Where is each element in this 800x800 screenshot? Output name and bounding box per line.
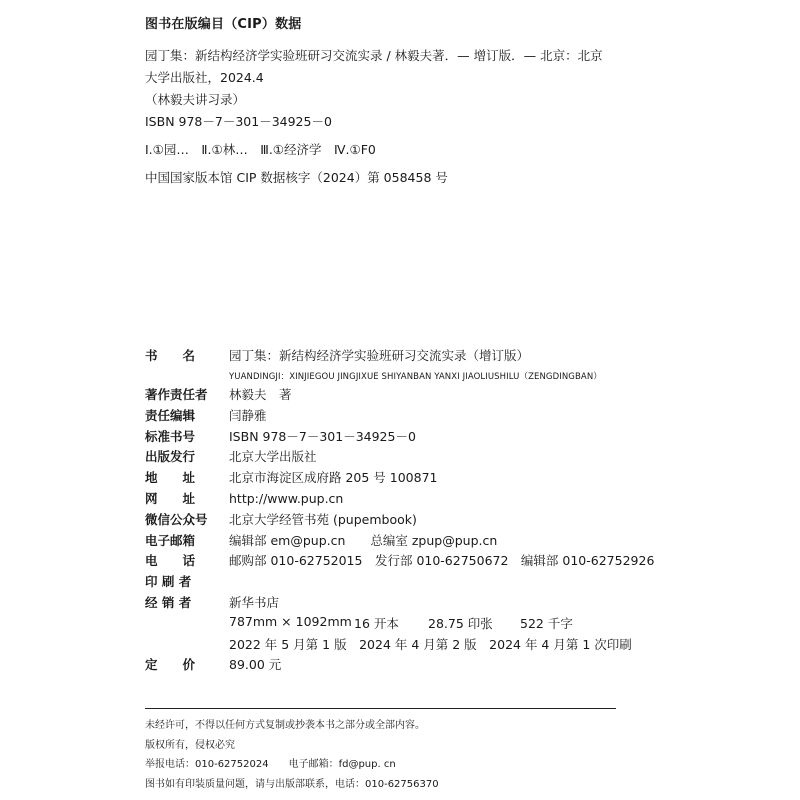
colophon-label: 电子邮箱 bbox=[145, 532, 196, 548]
colophon-label: 印 刷 者 bbox=[145, 574, 192, 590]
colophon-row bbox=[145, 468, 625, 489]
cip-series: （林毅夫讲习录） bbox=[145, 92, 246, 107]
copyright-notice bbox=[145, 716, 625, 794]
colophon-value: 新华书店 bbox=[229, 594, 280, 610]
colophon-row bbox=[145, 510, 625, 531]
format: 16 开本 bbox=[354, 615, 399, 631]
price-value: 89.00 元 bbox=[229, 657, 282, 673]
colophon-value: 北京市海淀区成府路 205 号 100871 bbox=[229, 470, 438, 486]
colophon bbox=[145, 346, 655, 676]
email-value: 编辑部 em@pup.cn 总编室 zpup@pup.cn bbox=[229, 532, 498, 548]
colophon-label: 经 销 者 bbox=[145, 594, 192, 610]
colophon-row bbox=[145, 531, 625, 552]
price-label: 定 价 bbox=[145, 657, 196, 673]
colophon-row bbox=[145, 385, 625, 406]
colophon-value: ISBN 978－7－301－34925－0 bbox=[229, 428, 416, 444]
notice-line: 版权所有，侵权必究 bbox=[145, 739, 235, 751]
notice-line: 图书如有印装质量问题，请与出版部联系，电话：010-62756370 bbox=[145, 778, 439, 790]
cip-classification: Ⅰ.①园… Ⅱ.①林… Ⅲ.①经济学 Ⅳ.①F0 bbox=[145, 142, 376, 157]
book-title: 园丁集：新结构经济学实验班研习交流实录（增订版） bbox=[229, 348, 530, 363]
book-title-pinyin: YUANDINGJI：XINJIEGOU JINGJIXUE SHIYANBAN YANXI JIAOLIUSHILU（ZENGDINGBAN） bbox=[229, 372, 602, 382]
colophon-label: 责任编辑 bbox=[145, 407, 196, 423]
title-label: 书 名 bbox=[145, 348, 196, 363]
notice-line: 未经许可，不得以任何方式复制或抄袭本书之部分或全部内容。 bbox=[145, 720, 425, 731]
printed-sheets: 28.75 印张 bbox=[428, 615, 493, 631]
colophon-label: 标准书号 bbox=[145, 428, 196, 444]
colophon-value: 林毅夫 著 bbox=[229, 387, 292, 402]
edition-info: 2022 年 5 月第 1 版 2024 年 4 月第 2 版 2024 年 4 月第 1 次印刷 bbox=[229, 636, 632, 652]
word-count: 522 千字 bbox=[520, 615, 573, 631]
colophon-row bbox=[145, 551, 655, 572]
price-row bbox=[145, 655, 625, 676]
phone-value: 邮购部 010-62752015 发行部 010-62750672 编辑部 010-62752926 bbox=[229, 553, 655, 569]
colophon-label: 电 话 bbox=[145, 553, 196, 569]
paper-size: 787mm × 1092mm bbox=[229, 613, 352, 629]
colophon-label: 网 址 bbox=[145, 490, 196, 506]
colophon-row bbox=[145, 447, 625, 468]
cip-entry-line1: 园丁集：新结构经济学实验班研习交流实录 / 林毅夫著．— 增订版．— 北京：北京 bbox=[145, 48, 603, 63]
colophon-value: 闫静雅 bbox=[229, 407, 267, 423]
title-row bbox=[145, 346, 625, 366]
colophon-value: 北京大学经管书苑 (pupembook) bbox=[229, 511, 417, 527]
colophon-row bbox=[145, 489, 625, 510]
colophon-value: 北京大学出版社 bbox=[229, 449, 317, 465]
notice-line: 举报电话：010-62752024 电子邮箱：fd@pup. cn bbox=[145, 759, 396, 771]
colophon-row bbox=[145, 427, 625, 448]
cip-verify-number: 中国国家版本馆 CIP 数据核字（2024）第 058458 号 bbox=[145, 170, 448, 185]
cip-isbn: ISBN 978－7－301－34925－0 bbox=[145, 114, 332, 129]
editions-row bbox=[145, 635, 632, 656]
cip-entry-line2: 大学出版社，2024.4 bbox=[145, 70, 264, 85]
colophon-label: 微信公众号 bbox=[145, 511, 208, 527]
cip-record bbox=[145, 45, 625, 189]
website-link[interactable]: http://www.pup.cn bbox=[229, 490, 344, 506]
colophon-label: 出版发行 bbox=[145, 449, 196, 465]
colophon-row bbox=[145, 593, 625, 614]
colophon-label: 地 址 bbox=[145, 470, 196, 486]
divider bbox=[145, 708, 616, 709]
cip-heading: 图书在版编目（CIP）数据 bbox=[145, 17, 302, 32]
colophon-row bbox=[145, 406, 625, 427]
colophon-label: 著作责任者 bbox=[145, 387, 208, 402]
colophon-row bbox=[145, 572, 625, 593]
print-spec-row bbox=[145, 614, 625, 635]
